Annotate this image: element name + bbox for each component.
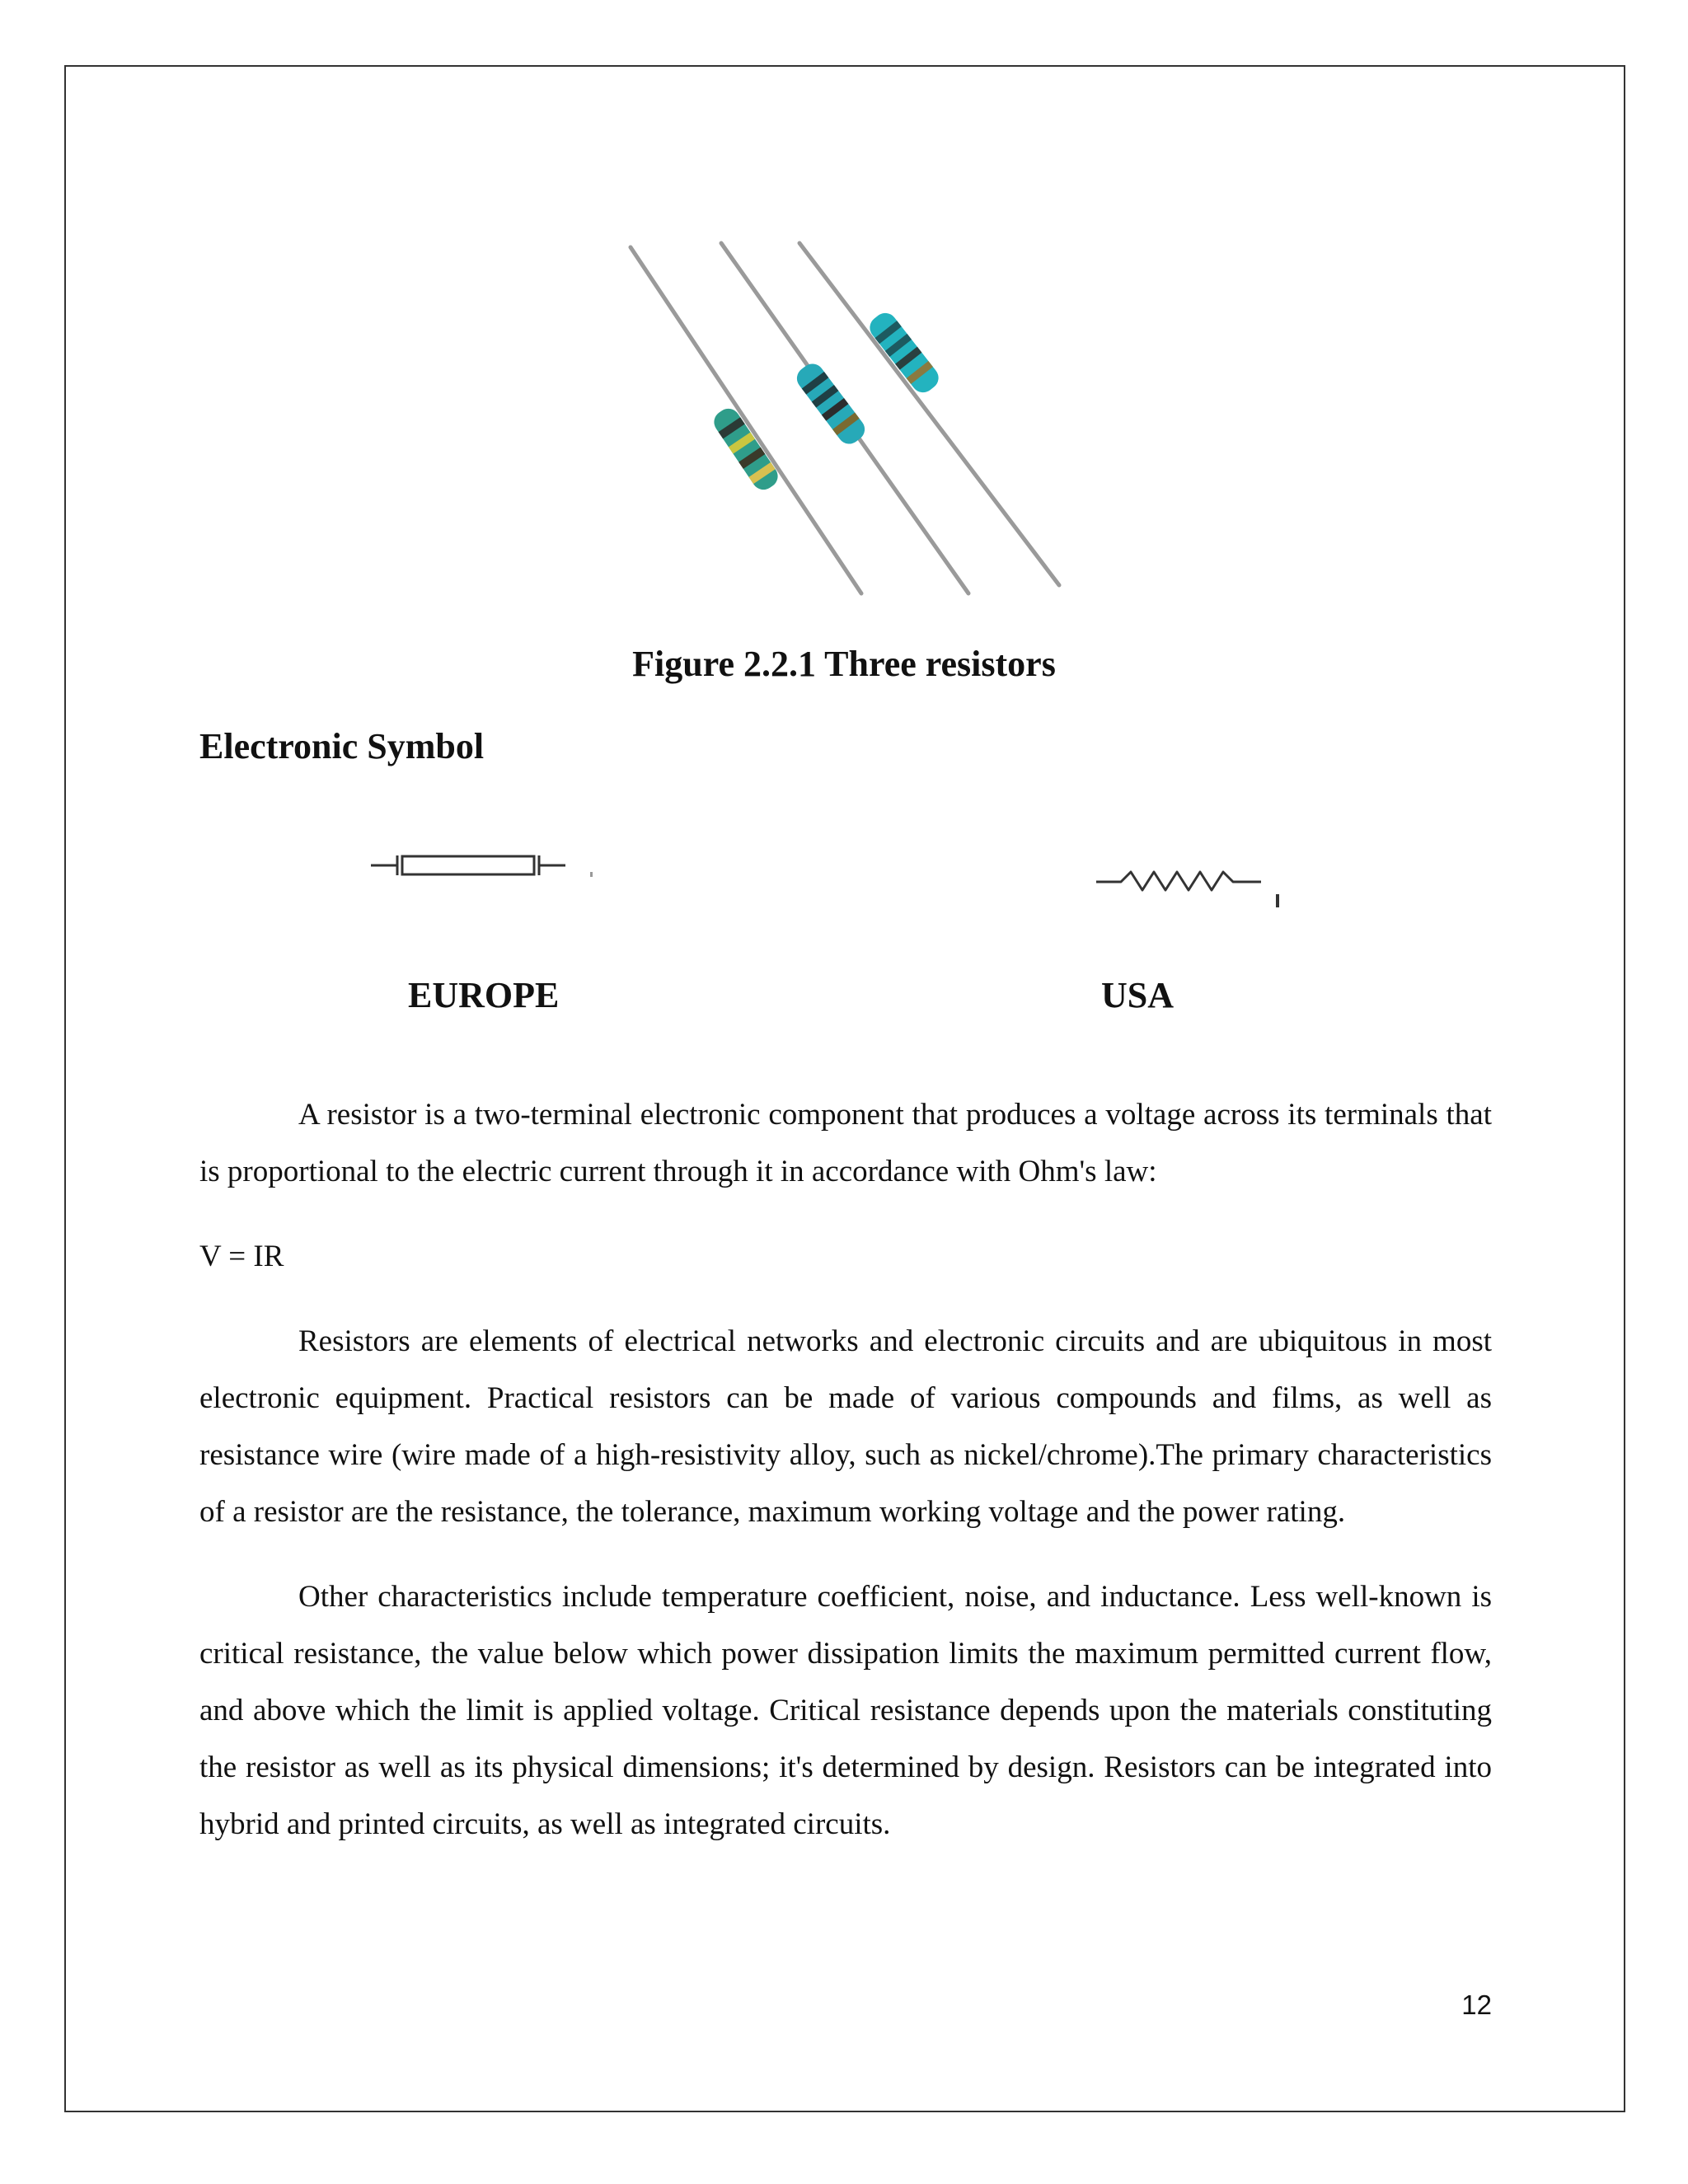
ohms-law-formula: V = IR: [199, 1240, 284, 1273]
usa-label: USA: [1101, 975, 1175, 1015]
body-text: [199, 1086, 1492, 1881]
usa-resistor-symbol-icon: [1088, 857, 1286, 915]
paragraph-characteristics: Resistors are elements of electrical networks and electronic circuits and are ubiquitous in most electronic equipment. Practical resistors can be made of various compounds and films, as well as resistance wire (wire made of a high-resistivity alloy, such as nickel/chrome).The primary characteristics of a resistor are the resistance, the tolerance, maximum working voltage and the power rating.: [199, 1324, 1492, 1529]
figure-caption: Figure 2.2.1 Three resistors: [632, 644, 1056, 684]
paragraph-other-characteristics: Other characteristics include temperature coefficient, noise, and inductance. Less well-known is critical resistance, the value below which power dissipation limits the maximum permitted current flow, and above which the limit is applied voltage. Critical resistance depends upon the materials constituting the resistor as well as its physical dimensions; it's determined by design. Resistors can be integrated into hybrid and printed circuits, as well as integrated circuits.: [199, 1580, 1492, 1841]
section-heading: Electronic Symbol: [199, 726, 485, 766]
europe-label: EUROPE: [408, 975, 560, 1015]
paragraph-definition: A resistor is a two-terminal electronic component that produces a voltage across its terminals that is proportional to the electric current through it in accordance with Ohm's law:: [199, 1098, 1492, 1188]
three-resistors-photo: [610, 231, 1071, 618]
europe-resistor-symbol-icon: [363, 841, 602, 890]
page-number: 12: [1461, 1990, 1492, 2020]
